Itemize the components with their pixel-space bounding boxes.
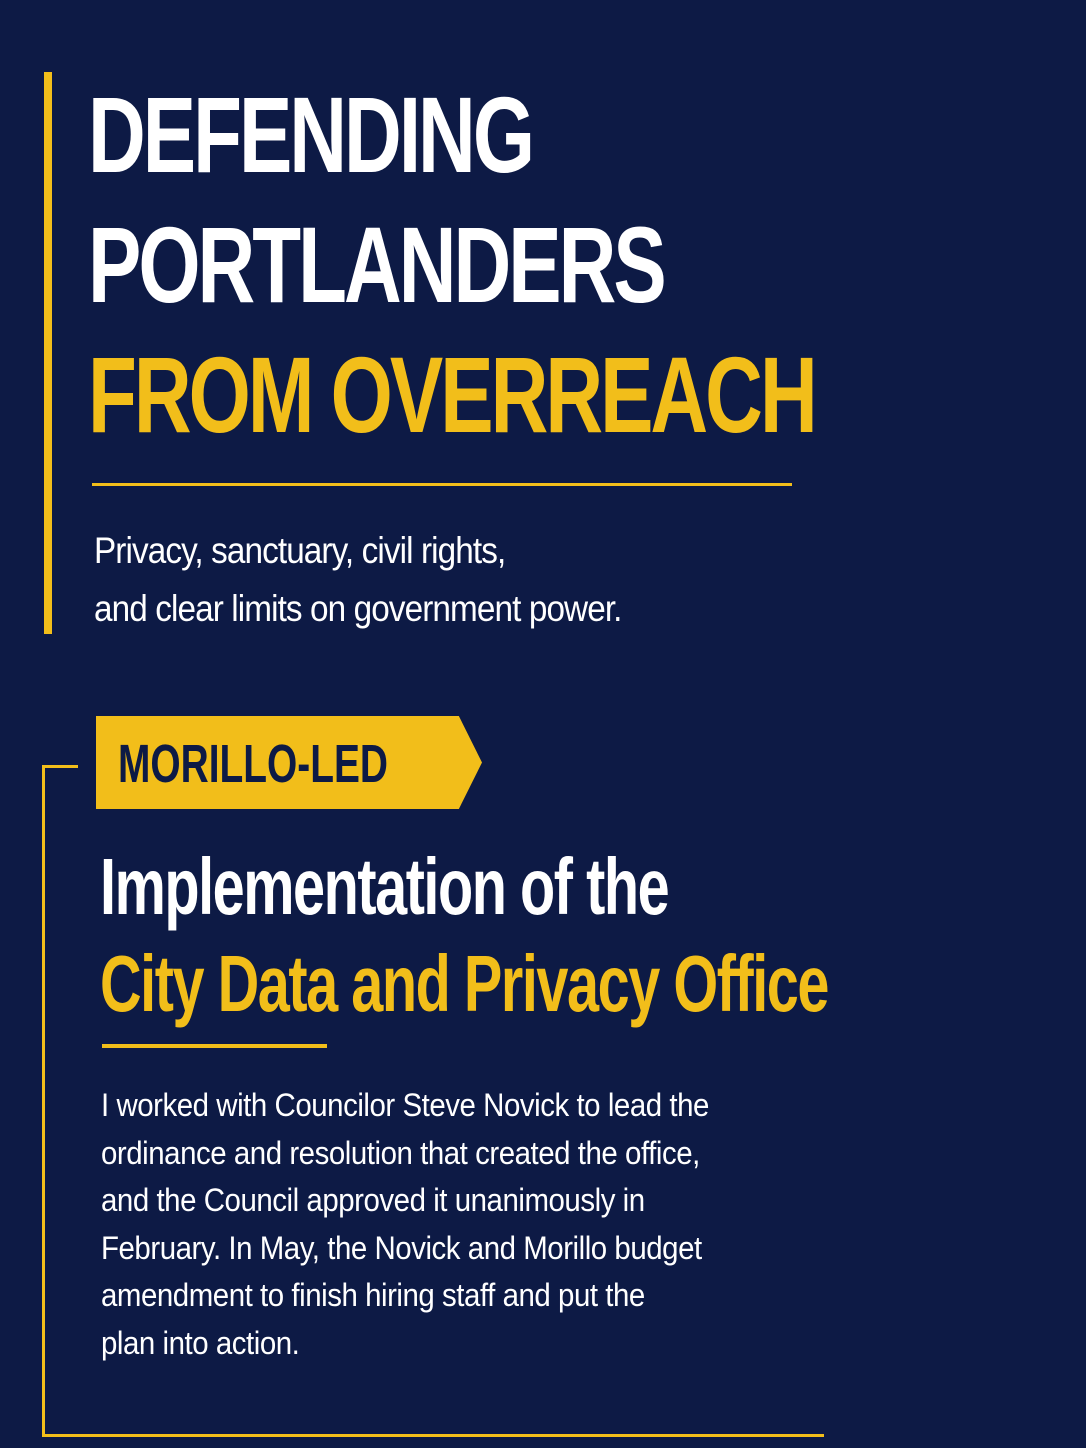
section-tag-label: MORILLO-LED (118, 734, 388, 794)
section-body-line-5: amendment to finish hiring staff and put the (101, 1277, 645, 1313)
section-title-line-2: City Data and Privacy Office (100, 939, 828, 1028)
hero-subtitle-line-1: Privacy, sanctuary, civil rights, (94, 530, 506, 571)
section-bracket-top (42, 765, 78, 768)
section-body (101, 1082, 709, 1367)
hero-title (88, 70, 815, 460)
hero-title-line-1: DEFENDING (88, 74, 533, 195)
hero-divider (92, 483, 792, 486)
hero-subtitle-line-2: and clear limits on government power. (94, 588, 622, 629)
hero-accent-bar (44, 72, 52, 634)
section-body-line-1: I worked with Councilor Steve Novick to lead the (101, 1087, 709, 1123)
section-divider (102, 1044, 327, 1048)
hero-title-line-3: FROM OVERREACH (88, 334, 815, 455)
section-body-line-6: plan into action. (101, 1324, 300, 1361)
section-title (100, 838, 828, 1032)
section-bracket-left (42, 765, 45, 1437)
section-body-line-4: February. In May, the Novick and Morillo budget (101, 1229, 702, 1266)
section-bracket-bottom (42, 1434, 824, 1437)
section-body-line-3: and the Council approved it unanimously in (101, 1182, 645, 1218)
hero-title-line-2: PORTLANDERS (88, 204, 664, 325)
section-body-line-2: ordinance and resolution that created the office, (101, 1134, 700, 1171)
hero-subtitle (94, 522, 622, 638)
section-title-line-1: Implementation of the (100, 842, 669, 931)
